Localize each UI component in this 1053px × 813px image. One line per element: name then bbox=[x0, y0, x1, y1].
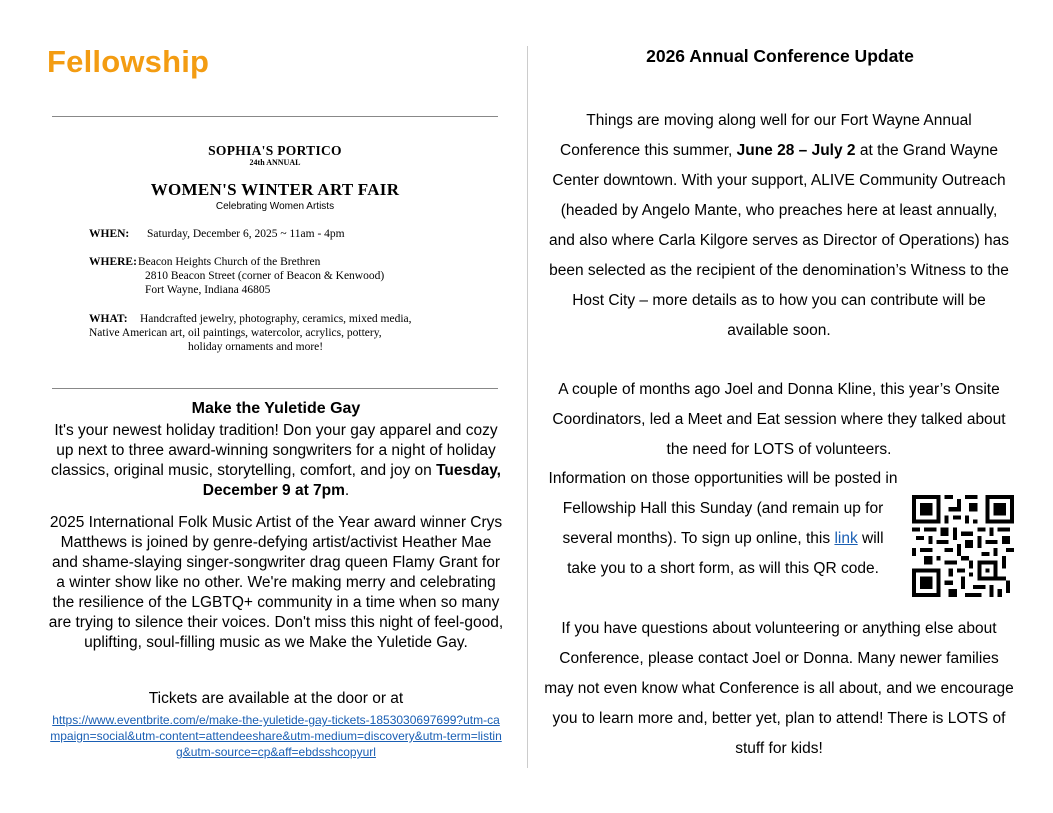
section-rule-mid bbox=[52, 388, 498, 389]
flyer-where-line1: Beacon Heights Church of the Brethren bbox=[138, 256, 321, 268]
section-rule-top bbox=[52, 116, 498, 117]
conference-p1-text-b: at the Grand Wayne Center downtown. With your support, ALIVE Community Outreach (headed by Angelo Mante, who preaches here at least annually, and also where Carla Kilgore serves as Director of Operations) has been selected as the recipient of the denomination’s Witness to the Host City – more details as to how you can contribute will be available soon. bbox=[548, 142, 1010, 339]
flyer-when-label: WHEN: bbox=[89, 228, 130, 240]
yuletide-tickets: Tickets are available at the door or at bbox=[148, 690, 404, 707]
flyer-title: WOMEN'S WINTER ART FAIR bbox=[150, 180, 400, 199]
flyer-what-line1: Handcrafted jewelry, photography, ceramics, mixed media, bbox=[140, 313, 412, 325]
yuletide-title: Make the Yuletide Gay bbox=[191, 400, 361, 417]
yuletide-intro-text: It's your newest holiday tradition! Don your gay apparel and cozy up next to three award-winning songwriters for a night of holiday classics, original music, storytelling, comfort, and joy on bbox=[51, 422, 498, 479]
yuletide-intro-end: . bbox=[344, 482, 350, 499]
yuletide-intro bbox=[48, 421, 504, 501]
conference-p3-text-b: will take you to a short form, as will this QR code. bbox=[567, 530, 884, 577]
conference-paragraph-4: If you have questions about volunteering or anything else about Conference, please contact Joel or Donna. Many newer families may not even know what Conference is all about, and we encourage you to learn more and, better yet, plan to attend! There is LOTS of stuff for kids! bbox=[544, 620, 1014, 757]
column-divider bbox=[527, 46, 528, 768]
newsletter-brand: Fellowship bbox=[47, 44, 210, 79]
eventbrite-link[interactable]: https://www.eventbrite.com/e/make-the-yuletide-gay-tickets-1853030697699?utm-campaign=social&utm-content=attendeeshare&utm-medium=discovery&utm-term=listing&utm-source=cp&aff=ebdsshcopyurl bbox=[50, 713, 502, 759]
yuletide-date: Tuesday, December 9 at 7pm bbox=[202, 462, 501, 499]
art-fair-flyer bbox=[52, 118, 498, 386]
flyer-where-line2: 2810 Beacon Street (corner of Beacon & Kenwood) bbox=[145, 270, 385, 282]
conference-paragraph-3 bbox=[548, 464, 898, 584]
flyer-org: SOPHIA'S PORTICO bbox=[208, 143, 342, 158]
conference-paragraph-2: A couple of months ago Joel and Donna Kline, this year’s Onsite Coordinators, led a Meet and Eat session where they talked about the need for LOTS of volunteers. bbox=[552, 381, 1006, 458]
flyer-annual: 24th ANNUAL bbox=[249, 158, 301, 167]
yuletide-description: 2025 International Folk Music Artist of the Year award winner Crys Matthews is joined by genre-defying artist/activist Heather Mae and shame-slaying singer-songwriter drag queen Flamy Grant for a winter show like no other. We're making merry and celebrating the resilience of the LGBTQ+ community in a time when so many are trying to silence their voices. Don't miss this night of feel-good, uplifting, soul-filling music as we Make the Yuletide Gay. bbox=[48, 514, 504, 651]
conference-p1-text-a: Things are moving along well for our Fort Wayne Annual Conference this summer, bbox=[560, 112, 972, 159]
conference-paragraph-1 bbox=[548, 106, 1010, 346]
qr-code-icon[interactable] bbox=[912, 495, 1014, 597]
flyer-where-label: WHERE: bbox=[89, 256, 137, 268]
flyer-when-value: Saturday, December 6, 2025 ~ 11am - 4pm bbox=[147, 228, 345, 240]
flyer-what-line3: holiday ornaments and more! bbox=[188, 341, 324, 353]
conference-title: 2026 Annual Conference Update bbox=[646, 46, 914, 66]
conference-dates: June 28 – July 2 bbox=[736, 142, 856, 159]
flyer-subtitle: Celebrating Women Artists bbox=[215, 201, 335, 212]
flyer-what-label: WHAT: bbox=[89, 313, 128, 325]
signup-link[interactable]: link bbox=[834, 530, 858, 547]
flyer-what-line2: Native American art, oil paintings, watercolor, acrylics, pottery, bbox=[89, 327, 382, 339]
conference-p3-text-a: Information on those opportunities will be posted in Fellowship Hall this Sunday (and remain up for several months). To sign up online, this bbox=[548, 470, 898, 547]
flyer-where-line3: Fort Wayne, Indiana 46805 bbox=[145, 284, 271, 296]
